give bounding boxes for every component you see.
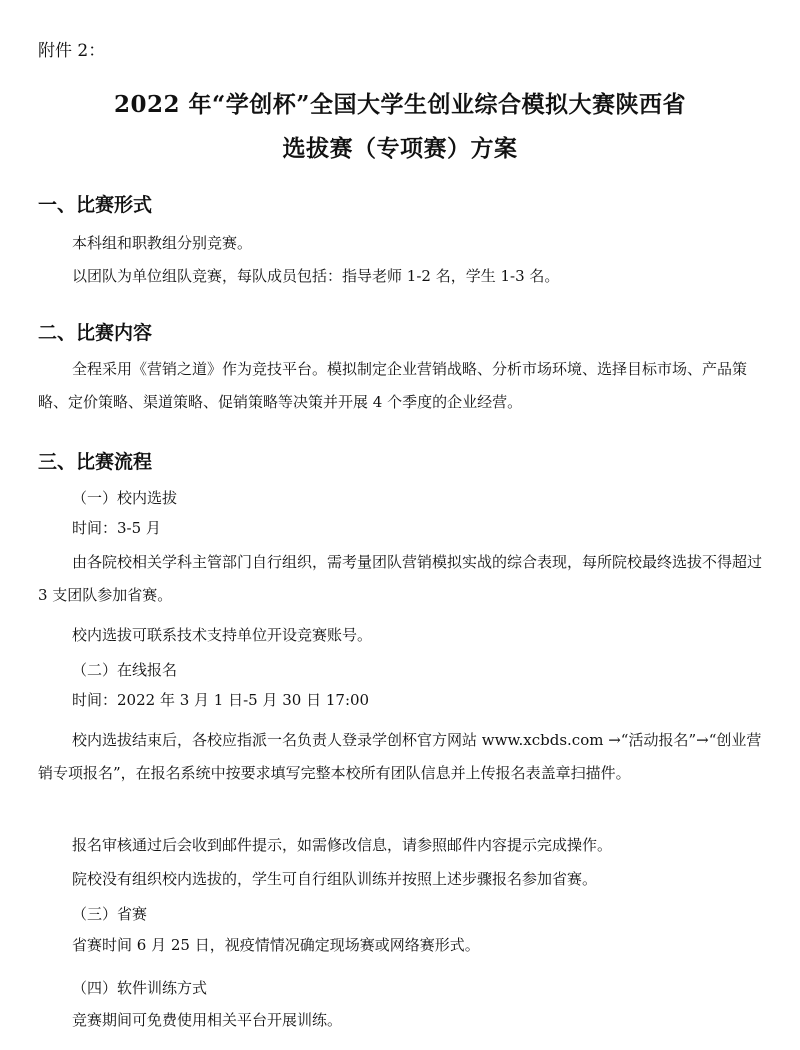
attachment-label: 附件 2：	[38, 41, 106, 61]
section-heading-process: 三、比赛流程	[38, 451, 153, 473]
paragraph: 本科组和职教组分别竞赛。	[72, 234, 253, 252]
paragraph: 校内选拔结束后，各校应指派一名负责人登录学创杯官方网站 www.xcbds.com →“活动报名”→“创业营销专项报名”，在报名系统中按要求填写完整本校所有团队信息并上传报名表盖章扫描件。	[38, 731, 762, 782]
subheading: （三）省赛	[72, 905, 148, 923]
paragraph: 时间：3-5 月	[72, 519, 161, 537]
section-heading-format: 一、比赛形式	[38, 194, 153, 216]
subheading: （四）软件训练方式	[72, 979, 208, 997]
document-title-line-2: 选拔赛（专项赛）方案	[282, 135, 518, 162]
paragraph: 院校没有组织校内选拔的，学生可自行组队训练并按照上述步骤报名参加省赛。	[72, 870, 598, 888]
paragraph: 由各院校相关学科主管部门自行组织，需考量团队营销模拟实战的综合表现，每所院校最终选拔不得超过 3 支团队参加省赛。	[38, 553, 763, 604]
paragraph: 以团队为单位组队竞赛，每队成员包括：指导老师 1-2 名，学生 1-3 名。	[72, 267, 560, 285]
paragraph: 校内选拔可联系技术支持单位开设竞赛账号。	[72, 626, 373, 644]
document-title-line-1: 2022 年“学创杯”全国大学生创业综合模拟大赛陕西省	[114, 91, 686, 118]
paragraph: 时间：2022 年 3 月 1 日-5 月 30 日 17:00	[72, 691, 370, 709]
section-heading-content: 二、比赛内容	[38, 322, 153, 344]
subheading: （一）校内选拔	[72, 489, 178, 507]
paragraph: 报名审核通过后会收到邮件提示，如需修改信息，请参照邮件内容提示完成操作。	[72, 836, 613, 854]
paragraph: 省赛时间 6 月 25 日，视疫情情况确定现场赛或网络赛形式。	[72, 936, 480, 954]
paragraph: 全程采用《营销之道》作为竞技平台。模拟制定企业营销战略、分析市场环境、选择目标市场、产品策略、定价策略、渠道策略、促销策略等决策并开展 4 个季度的企业经营。	[38, 360, 748, 411]
paragraph: 竞赛期间可免费使用相关平台开展训练。	[72, 1011, 343, 1029]
subheading: （二）在线报名	[72, 661, 178, 679]
